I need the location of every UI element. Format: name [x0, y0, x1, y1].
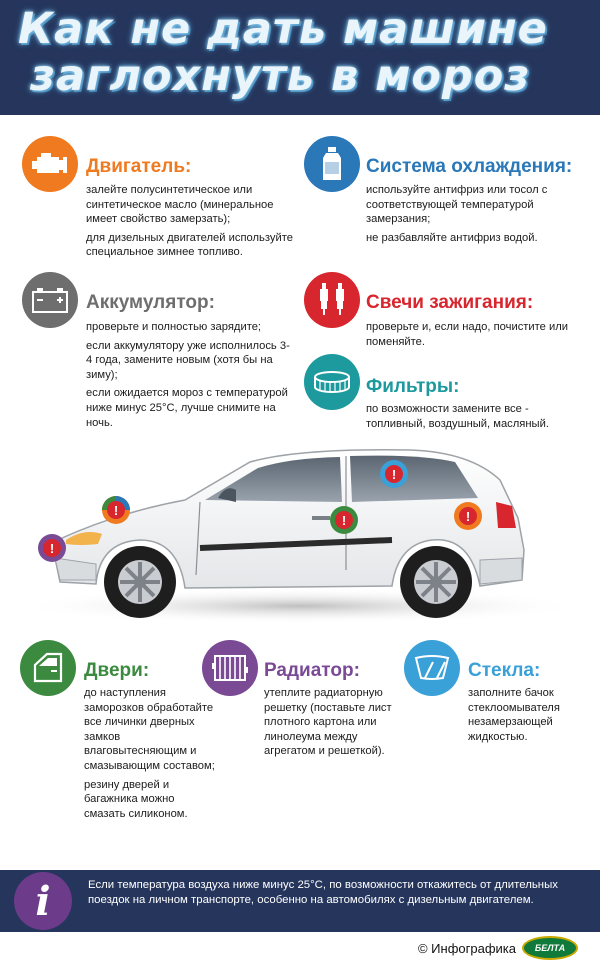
info-text: Если температура воздуха ниже минус 25°С, по возможности откажитесь от длительных поездок на личном транспорте, особенно на автомобилях с дизельным двигателем. — [88, 879, 558, 906]
glass-item-1: заполните бачок стеклоомывателя незамерзающей жидкостью. — [468, 687, 560, 743]
cooling-text — [366, 183, 581, 249]
warning-marker-window — [380, 460, 408, 488]
warning-marker-door — [330, 506, 358, 534]
battery-title: Аккумулятор: — [86, 292, 215, 313]
belta-logo: БЕЛТА — [522, 936, 578, 960]
car-door-icon — [20, 640, 76, 696]
glass-text — [468, 686, 586, 748]
radiator-text — [264, 686, 396, 763]
copyright-text: © Инфографика — [417, 940, 516, 956]
engine-text — [86, 183, 296, 264]
cooling-item-2: не разбавляйте антифриз водой. — [366, 231, 538, 244]
svg-text:!: ! — [49, 541, 55, 556]
plugs-item-1: проверьте и, если надо, почистите или поменяйте. — [366, 321, 569, 348]
front-wheel — [104, 546, 176, 618]
plugs-text — [366, 320, 581, 353]
doors-text — [84, 686, 216, 825]
svg-text:!: ! — [391, 467, 397, 482]
windshield-wiper-icon — [404, 640, 460, 696]
radiator-icon — [202, 640, 258, 696]
cooling-item-1: используйте антифриз или тосол с соответствующей температурой замерзания; — [366, 184, 548, 226]
engine-title: Двигатель: — [86, 156, 192, 177]
warning-marker-headlight — [38, 534, 66, 562]
radiator-item-1: утеплите радиаторную решетку (поставьте лист плотного картона или линолеума между агрегатом и решеткой). — [264, 687, 392, 758]
header-title-line1: Как не дать машине — [18, 4, 548, 54]
header-banner — [0, 0, 600, 115]
air-filter-icon — [304, 354, 360, 410]
cooling-title: Система охлаждения: — [366, 156, 573, 177]
spark-plug-icon — [304, 272, 360, 328]
info-icon: i — [14, 872, 72, 930]
svg-text:!: ! — [465, 509, 471, 524]
svg-text:!: ! — [113, 503, 119, 518]
battery-item-3: если ожидается мороз с температурой ниже минус 25°С, лучше снимите на ночь. — [86, 387, 288, 429]
battery-text — [86, 320, 296, 434]
glass-title: Стекла: — [468, 660, 541, 681]
doors-item-1: до наступления заморозков обработайте все личинки дверных замков влаговытесняющим и смазывающим составом; — [84, 687, 215, 772]
battery-item-2: если аккумулятору уже исполнилось 3-4 года, замените новым (хотя бы на зиму); — [86, 339, 290, 381]
header-title-line2: заглохнуть в мороз — [30, 51, 531, 101]
engine-icon — [22, 136, 78, 192]
info-banner — [0, 870, 600, 932]
doors-item-2: резину дверей и багажника можно смазать силиконом. — [84, 778, 188, 820]
engine-item-1: залейте полусинтетическое или синтетическое масло (минеральное имеет свойство замерзать); — [86, 184, 274, 226]
radiator-title: Радиатор: — [264, 660, 360, 681]
doors-title: Двери: — [84, 660, 150, 681]
filters-item-1: по возможности замените все - топливный, воздушный, масляный. — [366, 403, 549, 430]
svg-text:!: ! — [341, 513, 347, 528]
battery-item-1: проверьте и полностью зарядите; — [86, 321, 262, 333]
warning-marker-hood — [102, 496, 130, 524]
coolant-bottle-icon — [304, 136, 360, 192]
battery-icon — [22, 272, 78, 328]
filters-text — [366, 402, 581, 435]
footer-credit — [418, 936, 578, 960]
filters-title: Фильтры: — [366, 376, 460, 397]
warning-marker-rear — [454, 502, 482, 530]
plugs-title: Свечи зажигания: — [366, 292, 534, 313]
car-illustration — [0, 440, 600, 630]
rear-wheel — [400, 546, 472, 618]
engine-item-2: для дизельных двигателей используйте специальное зимнее топливо. — [86, 231, 293, 259]
